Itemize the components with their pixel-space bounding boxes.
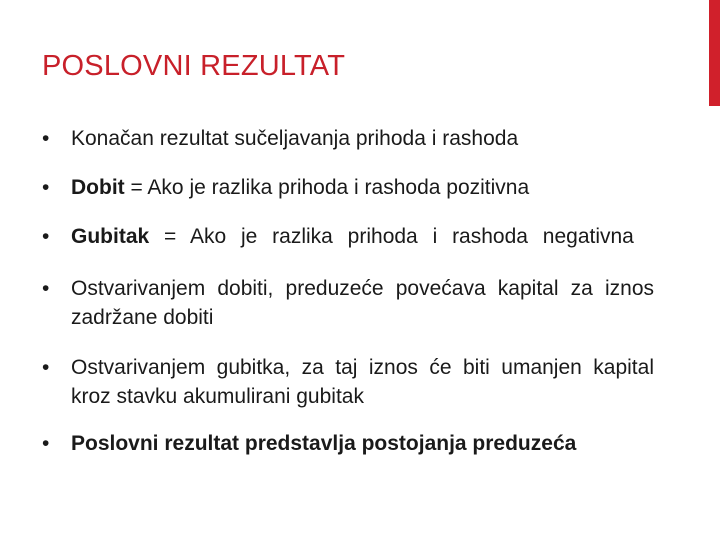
bullet-text: Ostvarivanjem gubitka, za taj iznos će biti umanjen kapital kroz stavku akumulirani gubitak <box>71 356 654 408</box>
bullet-dot-icon: • <box>42 432 50 455</box>
bullet-dot-icon: • <box>42 127 50 150</box>
bullet-item <box>42 429 654 458</box>
bullet-dot-icon: • <box>42 277 50 300</box>
bullet-bold-text: Poslovni rezultat predstavlja postojanja preduzeća <box>71 432 577 455</box>
slide-title: POSLOVNI REZULTAT <box>42 50 346 82</box>
bullet-item <box>42 274 654 332</box>
bullet-text: Ostvarivanjem dobiti, preduzeće povećava kapital za iznos zadržane dobiti <box>71 277 654 329</box>
bullet-text: = Ako je razlika prihoda i rashoda negativna <box>149 225 634 248</box>
bullet-bold-term: Gubitak <box>71 225 150 248</box>
bullet-list <box>42 124 654 458</box>
bullet-dot-icon: • <box>42 225 50 248</box>
bullet-text: = Ako je razlika prihoda i rashoda pozitivna <box>124 176 530 199</box>
bullet-item <box>42 222 654 251</box>
bullet-text: Konačan rezultat sučeljavanja prihoda i rashoda <box>71 127 519 150</box>
bullet-bold-term: Dobit <box>71 176 125 199</box>
bullet-item <box>42 124 654 153</box>
bullet-item <box>42 173 654 202</box>
bullet-dot-icon: • <box>42 176 50 199</box>
bullet-item <box>42 353 654 411</box>
accent-bar <box>709 0 720 106</box>
bullet-dot-icon: • <box>42 356 50 379</box>
